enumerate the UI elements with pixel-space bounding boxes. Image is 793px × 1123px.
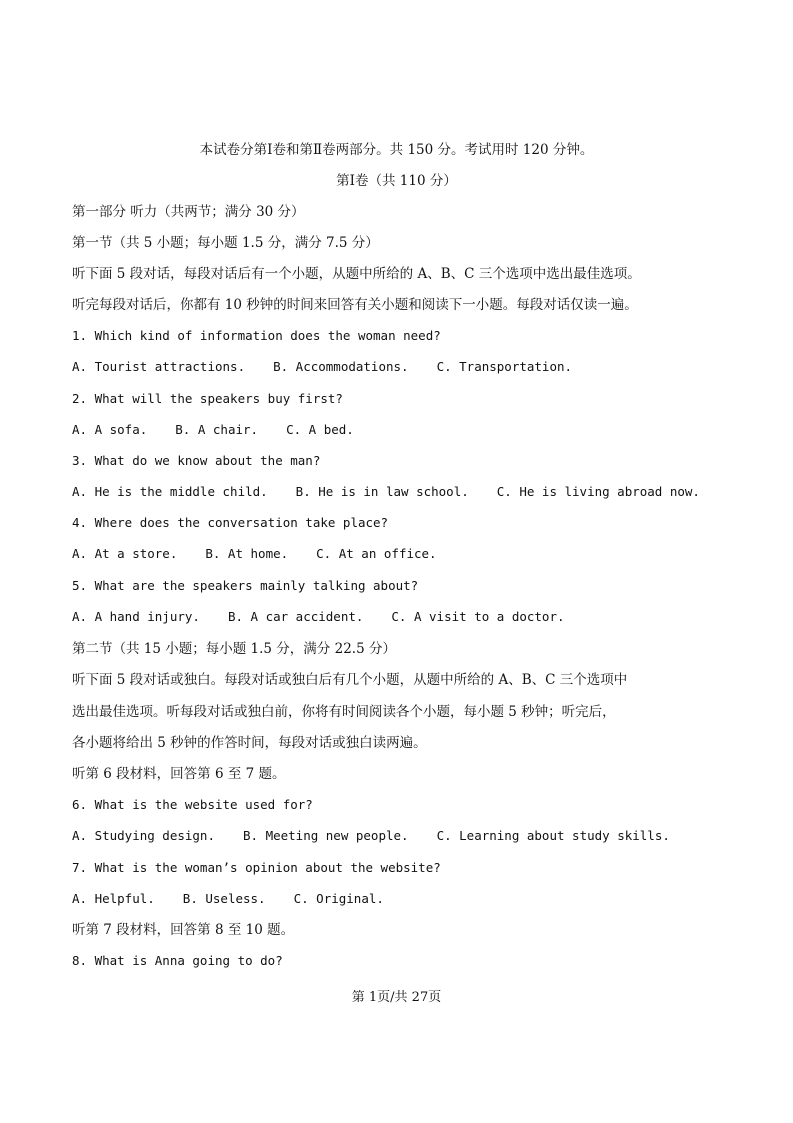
material-7-heading: 听第 7 段材料，回答第 8 至 10 题。 [72, 922, 295, 938]
option-c: C. Transportation. [436, 359, 573, 374]
section2-title: 第二节（共 15 小题；每小题 1.5 分，满分 22.5 分） [72, 641, 396, 657]
option-a: A. A hand injury. [72, 609, 200, 624]
option-a: A. Studying design. [72, 828, 215, 843]
page-footer: 第 1页/共 27页 [351, 990, 442, 1005]
material-6-heading: 听第 6 段材料，回答第 6 至 7 题。 [72, 766, 286, 782]
question-3-stem: 3. What do we know about the man? [72, 453, 321, 468]
question-7-stem: 7. What is the woman’s opinion about the website? [72, 860, 441, 875]
question-7-options [72, 890, 384, 908]
option-a: A. At a store. [72, 546, 178, 561]
option-a: A. Tourist attractions. [72, 359, 246, 374]
section1-title: 第一节（共 5 小题；每小题 1.5 分，满分 7.5 分） [72, 235, 379, 251]
question-4-stem: 4. Where does the conversation take place? [72, 515, 389, 530]
option-c: C. Learning about study skills. [436, 828, 670, 843]
question-8-stem: 8. What is Anna going to do? [72, 953, 283, 968]
section2-instruction-3: 各小题将给出 5 秒钟的作答时间，每段对话或独白读两遍。 [72, 735, 427, 751]
question-2-options [72, 421, 354, 439]
option-c: C. A visit to a doctor. [391, 609, 565, 624]
question-5-stem: 5. What are the speakers mainly talking about? [72, 578, 419, 593]
question-3-options [72, 483, 700, 501]
option-b: B. Useless. [182, 891, 266, 906]
question-1-stem: 1. Which kind of information does the woman need? [72, 328, 441, 343]
question-2-stem: 2. What will the speakers buy first? [72, 391, 343, 406]
option-c: C. A bed. [286, 422, 354, 437]
option-c: C. At an office. [316, 546, 437, 561]
question-5-options [72, 608, 565, 626]
option-b: B. At home. [205, 546, 289, 561]
section1-instruction-2: 听完每段对话后，你都有 10 秒钟的时间来回答有关小题和阅读下一小题。每段对话仅读一遍。 [72, 297, 638, 313]
section1-instruction-1: 听下面 5 段对话，每段对话后有一个小题，从题中所给的 A、B、C 三个选项中选出最佳选项。 [72, 266, 641, 282]
section2-instruction-1: 听下面 5 段对话或独白。每段对话或独白后有几个小题，从题中所给的 A、B、C 三个选项中 [72, 672, 628, 688]
option-c: C. Original. [293, 891, 384, 906]
part1-title: 第一部分 听力（共两节；满分 30 分） [72, 204, 305, 220]
option-a: A. He is the middle child. [72, 484, 268, 499]
option-b: B. He is in law school. [295, 484, 469, 499]
option-b: B. Meeting new people. [243, 828, 409, 843]
question-6-stem: 6. What is the website used for? [72, 797, 313, 812]
question-6-options [72, 827, 670, 845]
question-4-options [72, 545, 437, 563]
option-b: B. Accommodations. [273, 359, 409, 374]
section2-instruction-2: 选出最佳选项。听每段对话或独白前，你将有时间阅读各个小题，每小题 5 秒钟；听完后， [72, 704, 616, 720]
question-1-options [72, 358, 572, 376]
option-a: A. Helpful. [72, 891, 155, 906]
option-b: B. A car accident. [227, 609, 364, 624]
volume-title: 第Ⅰ卷（共 110 分） [336, 173, 457, 189]
option-a: A. A sofa. [72, 422, 148, 437]
option-b: B. A chair. [175, 422, 259, 437]
intro-line: 本试卷分第Ⅰ卷和第Ⅱ卷两部分。共 150 分。考试用时 120 分钟。 [199, 142, 594, 158]
option-c: C. He is living abroad now. [496, 484, 700, 499]
